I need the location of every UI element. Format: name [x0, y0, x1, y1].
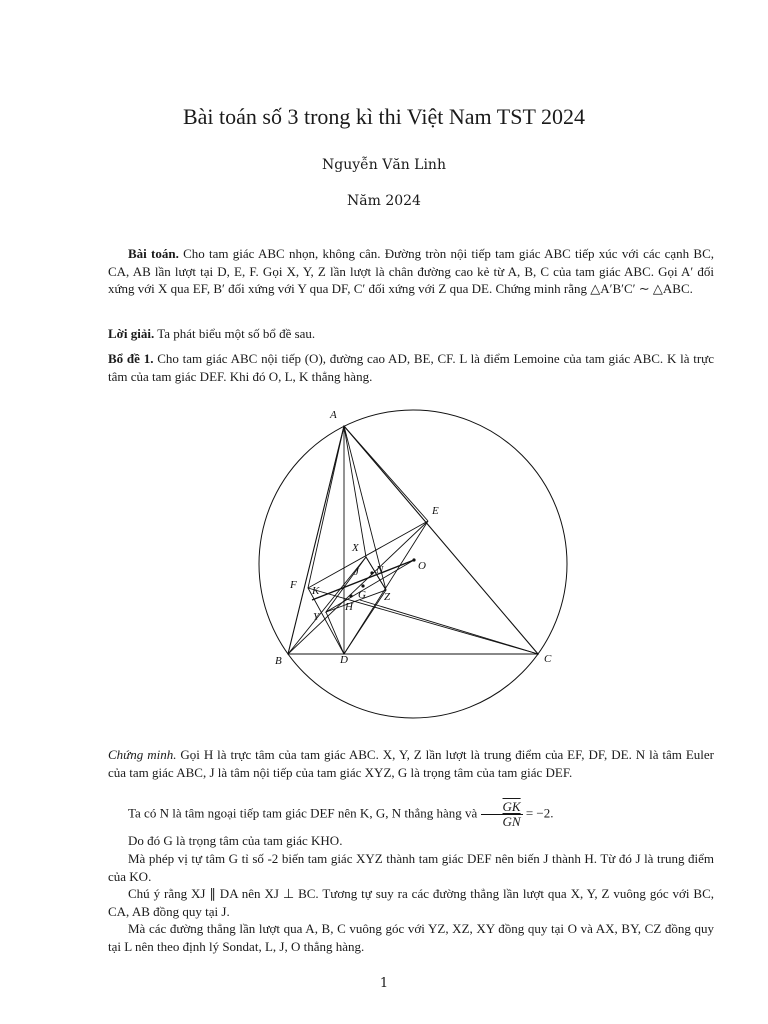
point-h	[349, 594, 352, 597]
fraction-denominator: GN	[502, 814, 521, 829]
point-g	[361, 584, 364, 587]
paper-title: Bài toán số 3 trong kì thi Việt Nam TST 2024	[182, 104, 585, 129]
proof-paragraph-5	[108, 885, 714, 920]
solution-label: Lời giải.	[108, 326, 155, 341]
proof-label: Chứng minh.	[108, 747, 177, 762]
label-b: B	[275, 655, 282, 667]
date: Năm 2024	[347, 193, 421, 209]
label-y: Y	[313, 611, 320, 623]
label-g: G	[358, 589, 366, 601]
label-f: F	[290, 579, 297, 591]
geometry-figure	[268, 400, 552, 720]
label-o: O	[418, 560, 426, 572]
proof-text-2b: = −2.	[525, 805, 554, 821]
point-o	[412, 558, 415, 561]
circumcircle	[259, 410, 567, 718]
solution-text: Ta phát biểu một số bổ đề sau.	[157, 326, 316, 341]
proof-text-1: Gọi H là trực tâm của tam giác ABC. X, Y, Z lần lượt là trung điểm của EF, DF, DE. N là tâm Euler của tam giác ABC, J là tâm nội tiếp của tam giác XYZ, G là trọng tâm của tam giác DEF.	[108, 747, 714, 780]
fraction-numerator: $\overline{GK}$	[481, 800, 523, 815]
lemma-label: Bổ đề 1.	[108, 351, 154, 366]
label-z: Z	[384, 591, 391, 603]
proof-text-5: Chú ý rằng XJ ∥ DA nên XJ ⊥ BC. Tương tự suy ra các đường thẳng lần lượt qua X, Y, Z vuông góc với BC, CA, AB đồng quy tại J.	[108, 886, 714, 919]
proof-text-2: Ta có N là tâm ngoại tiếp tam giác DEF nên K, G, N thẳng hàng và	[128, 805, 478, 821]
label-c: C	[544, 653, 552, 665]
segment-dy	[326, 612, 344, 654]
label-e: E	[432, 505, 439, 517]
problem-label: Bài toán.	[128, 246, 179, 261]
proof-paragraph-4	[108, 850, 714, 885]
proof-text-3: Do đó G là trọng tâm của tam giác KHO.	[128, 833, 343, 848]
fraction	[481, 800, 523, 829]
segment-af	[308, 426, 344, 588]
label-x: X	[352, 542, 359, 554]
proof-text-4: Mà phép vị tự tâm G tỉ số -2 biến tam giác XYZ thành tam giác DEF nên biến J thành H. Từ đó J là trung điểm của KO.	[108, 851, 714, 884]
point-n	[370, 571, 373, 574]
problem-text: Cho tam giác ABC nhọn, không cân. Đường tròn nội tiếp tam giác ABC tiếp xúc với các cạnh BC, CA, AB lần lượt tại D, E, F. Gọi X, Y, Z lần lượt là chân đường cao kẻ từ A, B, C của tam giác ABC. Gọi A′ đối xứng với X qua EF, B′ đối xứng với Y qua DF, C′ đối xứng với Z qua DE. Chứng minh rằng △A′B′C′ ∼ △ABC.	[108, 246, 715, 297]
label-k: K	[312, 585, 320, 597]
segment-cf	[308, 588, 538, 654]
label-a: A	[330, 409, 337, 421]
label-h: H	[345, 601, 353, 613]
page-number: 1	[379, 976, 389, 991]
proof-paragraph-1	[108, 746, 714, 781]
label-j: J	[354, 566, 359, 578]
segment-ax	[344, 426, 366, 557]
problem-paragraph	[108, 245, 714, 298]
solution-paragraph	[108, 325, 714, 343]
proof-paragraph-6	[108, 920, 714, 955]
lemma-paragraph	[108, 350, 714, 385]
segment-cy	[360, 600, 538, 654]
segment-yo	[326, 560, 414, 612]
author: Nguyễn Văn Linh	[322, 157, 446, 173]
proof-text-6: Mà các đường thẳng lần lượt qua A, B, C vuông góc với YZ, XZ, XY đồng quy tại O và AX, BY, CZ đồng quy tại L nên theo định lý Sondat, L, J, O thẳng hàng.	[108, 921, 714, 954]
proof-paragraph-2	[108, 800, 714, 829]
proof-paragraph-3	[108, 832, 714, 850]
lemma-text: Cho tam giác ABC nội tiếp (O), đường cao AD, BE, CF. L là điểm Lemoine của tam giác ABC. K là trực tâm của tam giác DEF. Khi đó O, L, K thẳng hàng.	[108, 351, 714, 384]
label-d: D	[340, 654, 348, 666]
label-n: N	[376, 564, 384, 576]
